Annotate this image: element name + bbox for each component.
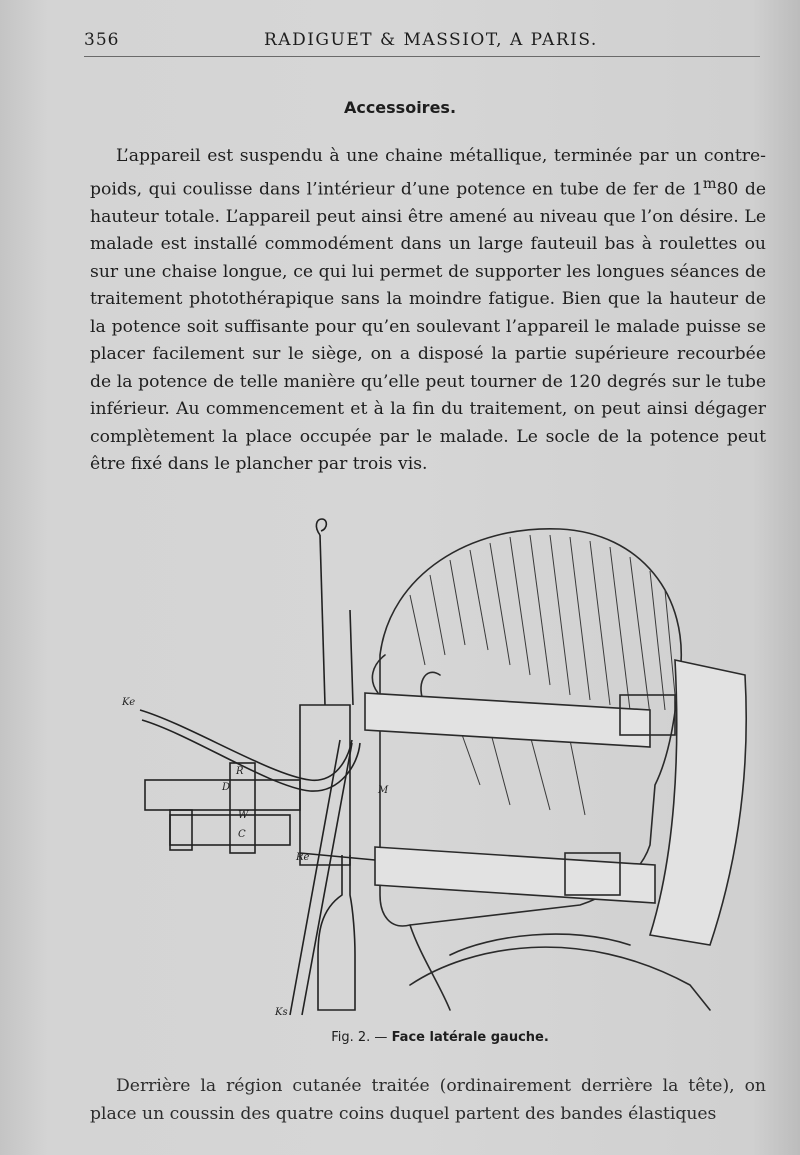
suspension-rod-1 bbox=[320, 535, 325, 705]
label-m: M bbox=[378, 785, 389, 796]
section-title: Accessoires. bbox=[343, 98, 457, 117]
page-number: 356 bbox=[84, 30, 120, 50]
hair-hatching bbox=[410, 535, 675, 815]
caption-dash: — bbox=[374, 1030, 388, 1045]
frame-plate bbox=[300, 705, 350, 865]
clamp-bar bbox=[300, 853, 375, 860]
unit-superscript: m bbox=[702, 175, 717, 192]
suspension-hook bbox=[316, 519, 326, 535]
bottle bbox=[318, 855, 355, 1010]
collar-line bbox=[450, 934, 630, 955]
apparatus-head-engraving bbox=[110, 515, 790, 1025]
figure-caption bbox=[0, 1030, 800, 1045]
label-ke: Ke bbox=[122, 697, 136, 708]
label-w: W bbox=[238, 810, 249, 821]
figure-illustration bbox=[110, 515, 790, 1025]
caption-number: Fig. 2. bbox=[331, 1030, 371, 1045]
label-re: Re bbox=[296, 852, 310, 863]
label-r: R bbox=[236, 766, 244, 777]
label-ks: Ks bbox=[275, 1007, 288, 1018]
running-head: RADIGUET & MASSIOT, A PARIS. bbox=[264, 30, 598, 50]
label-c: C bbox=[238, 829, 246, 840]
straps bbox=[365, 660, 746, 945]
page-header bbox=[84, 30, 760, 57]
shoulder-line bbox=[410, 947, 710, 1010]
label-d: D bbox=[222, 782, 231, 793]
apparatus bbox=[140, 519, 375, 1015]
paragraph-text-part-1: L’appareil est suspendu à une chaine métallique, terminée par un contre-poids, qui coulisse dans l’intérieur d’une potence en tube de fer de 1 bbox=[90, 146, 766, 200]
paragraph-text-part-2: 80 de hauteur totale. L’appareil peut ainsi être amené au niveau que l’on désire. Le malade est installé commodément dans un large fauteuil bas à roulettes ou sur une chaise longue, ce qui lui permet de supporter les longues séances de traitement photothérapique sans la moindre fatigue. Bien que la hauteur de la potence soit suffisante pour qu’en soulevant l’appareil le malade puisse se placer facilement sur le siège, on a disposé la partie supérieure recourbée de la potence de telle manière qu’elle peut tourner de 120 degrés sur le tube inférieur. Au commencement et à la fin du traitement, on peut ainsi dégager complètement la place occupée par le malade. Le socle de la potence peut être fixé dans le plancher par trois vis. bbox=[90, 179, 766, 475]
caption-text: Face latérale gauche. bbox=[391, 1030, 549, 1045]
paragraph-continuation: Derrière la région cutanée traitée (ordinairement derrière la tête), on place un coussin des quatre coins duquel partent des bandes élastiques bbox=[90, 1076, 766, 1124]
suspension-rod-2 bbox=[350, 610, 353, 705]
paragraph-description bbox=[90, 143, 766, 479]
water-tube bbox=[140, 710, 360, 791]
lens-cap bbox=[170, 810, 192, 850]
upper-strap bbox=[365, 693, 650, 747]
